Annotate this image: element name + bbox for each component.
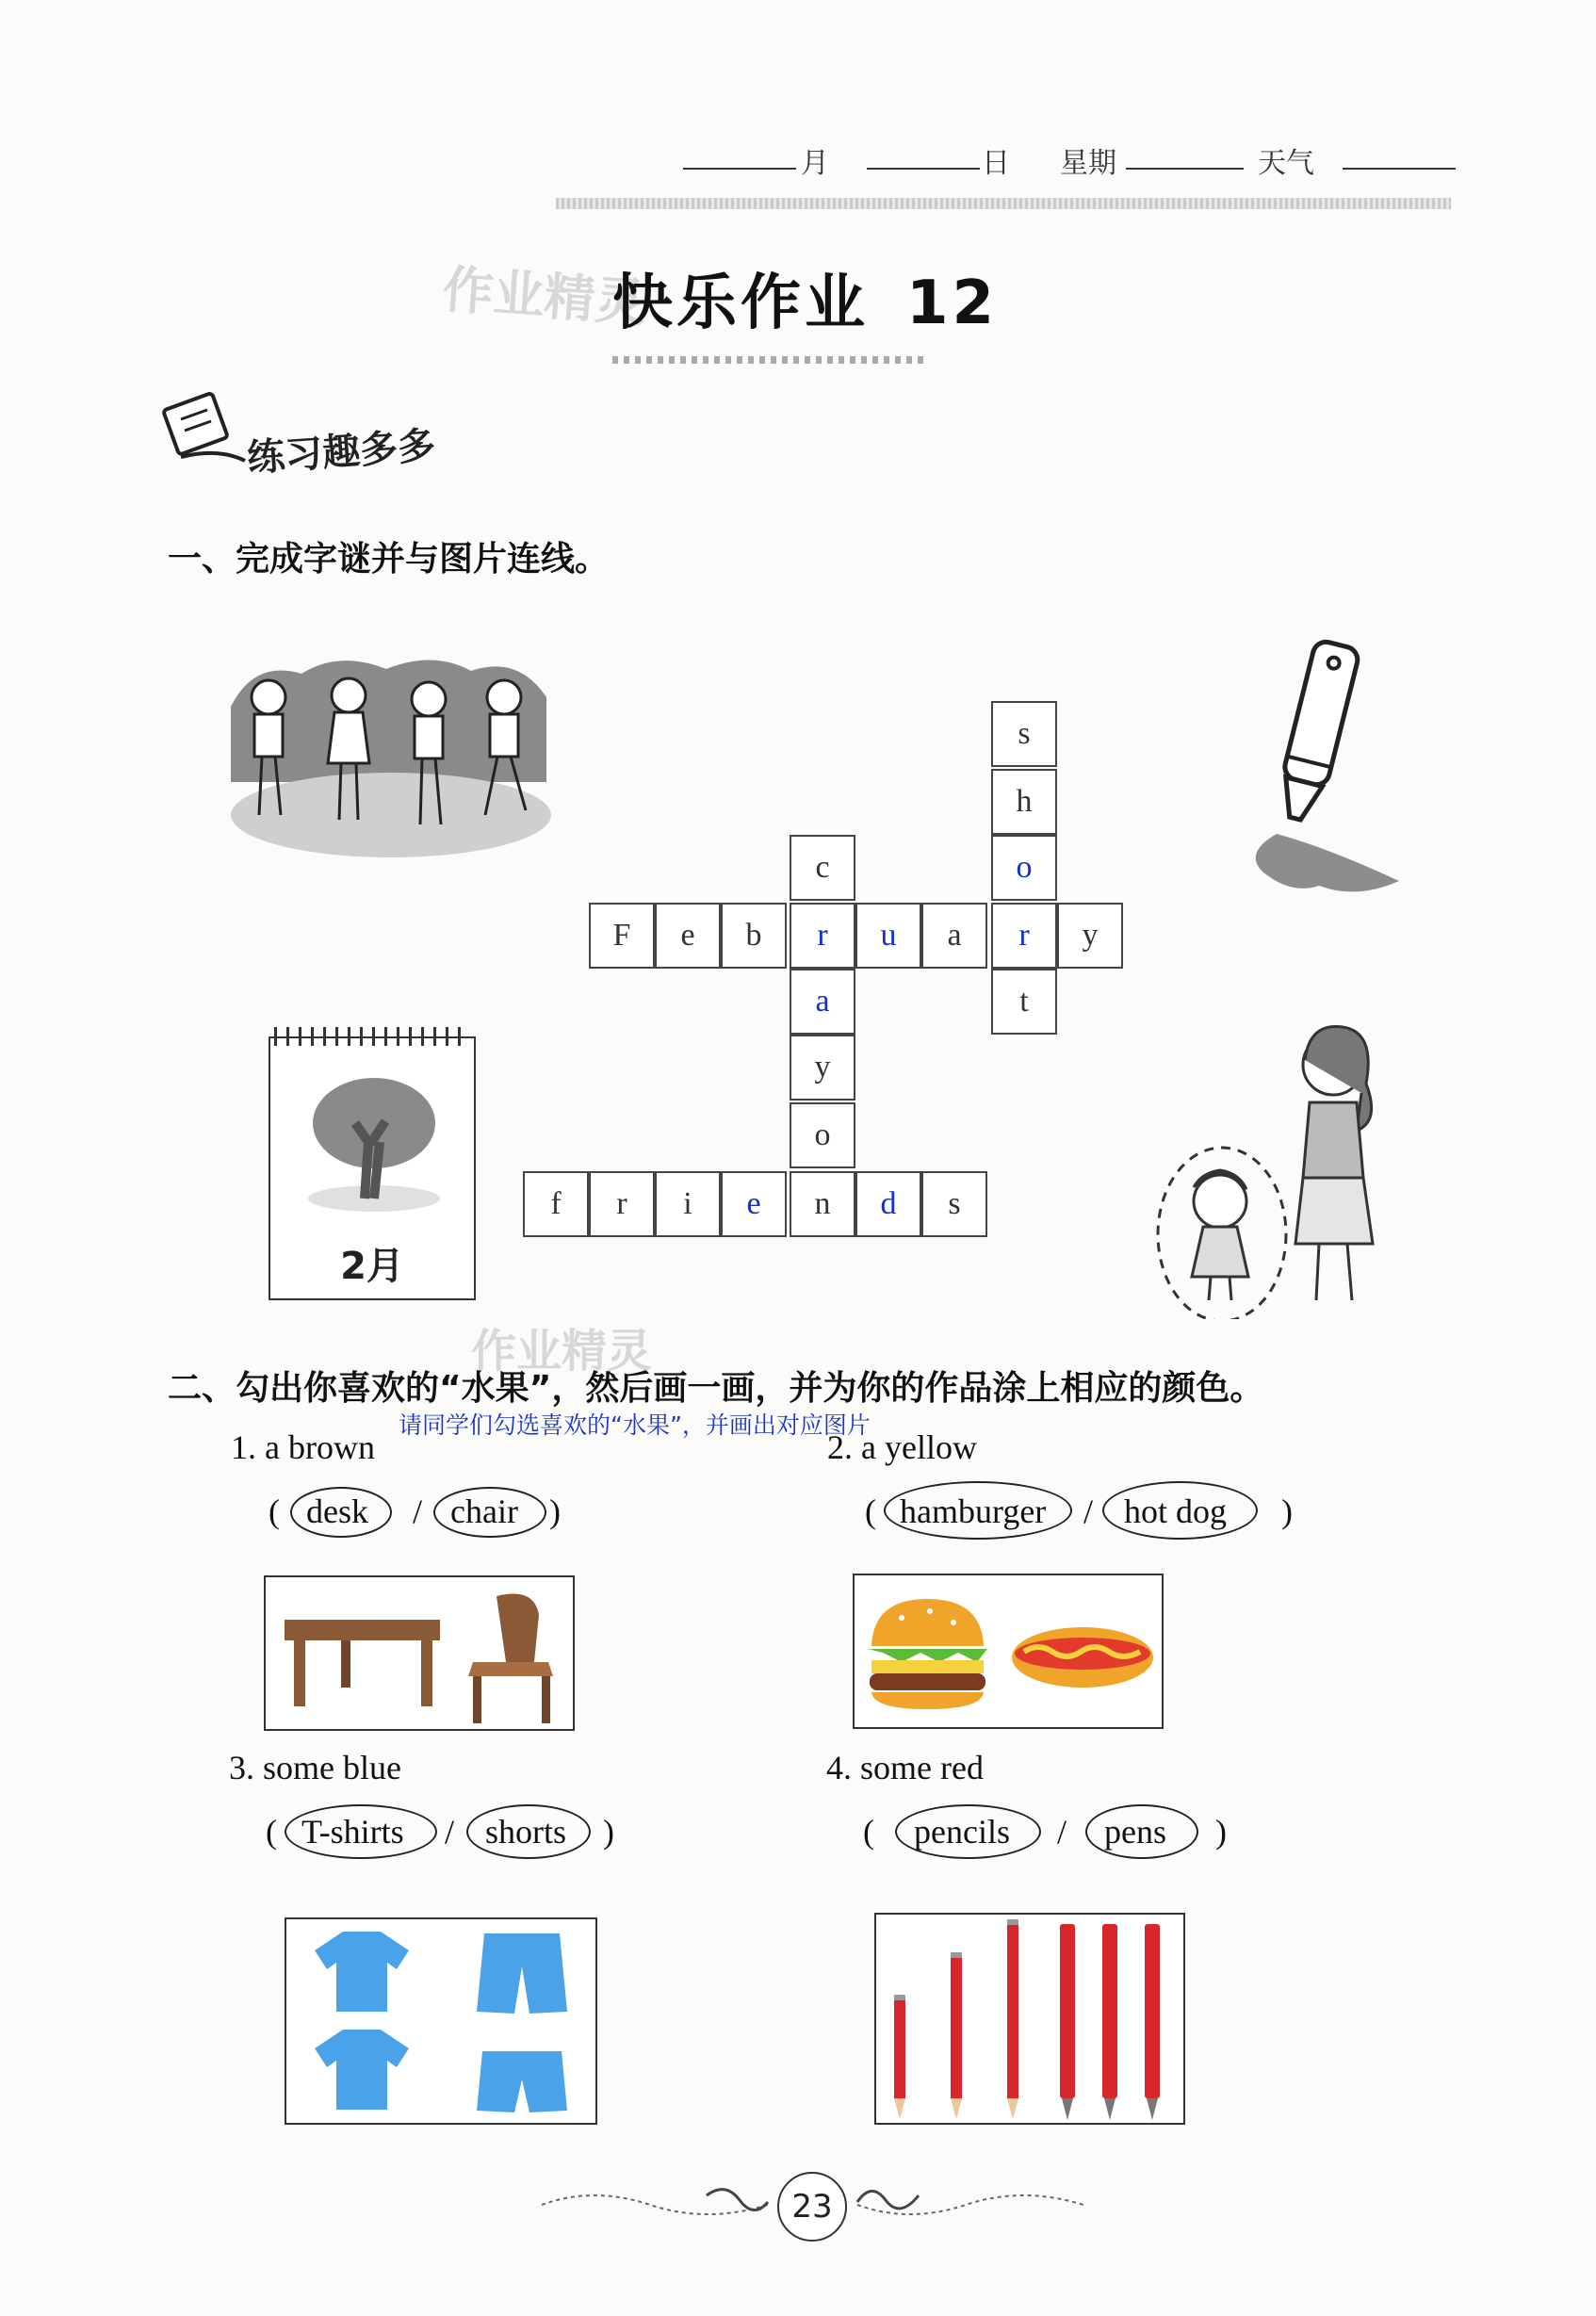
item1-prompt: 1. a brown bbox=[231, 1428, 375, 1466]
tshirts-shorts-picture bbox=[285, 1917, 597, 2125]
pencil-icon bbox=[1003, 1919, 1022, 2122]
shorts-icon bbox=[475, 2047, 569, 2117]
option-separator: / bbox=[445, 1813, 455, 1851]
pen-icon bbox=[1099, 1924, 1120, 2122]
item1-open-paren: ( bbox=[269, 1492, 280, 1530]
month-label: 月 bbox=[801, 147, 829, 180]
crossword-cell: i bbox=[655, 1171, 721, 1237]
hot-dog-icon bbox=[1010, 1618, 1156, 1693]
crossword-answer-cell[interactable]: r bbox=[991, 903, 1057, 969]
calendar-month-label: 2月 bbox=[340, 1245, 404, 1288]
pencil-icon bbox=[947, 1952, 966, 2122]
crossword-cell: y bbox=[790, 1035, 855, 1101]
crossword-cell: b bbox=[721, 903, 787, 969]
crossword-cell: F bbox=[589, 903, 655, 969]
crossword-answer-cell[interactable]: r bbox=[790, 903, 855, 969]
crossword-cell: o bbox=[790, 1102, 855, 1168]
item1-close-paren: ) bbox=[549, 1492, 561, 1530]
crossword-cell: a bbox=[921, 903, 987, 969]
tree-icon bbox=[299, 1067, 449, 1217]
month-blank[interactable] bbox=[683, 168, 796, 170]
crossword-cell: s bbox=[991, 701, 1057, 767]
item2-close-paren: ) bbox=[1281, 1492, 1293, 1530]
day-blank[interactable] bbox=[867, 168, 980, 170]
hamburger-icon bbox=[864, 1594, 991, 1712]
crossword-cell: r bbox=[589, 1171, 655, 1237]
handwritten-hint: 请同学们勾选喜欢的“水果”，并画出对应图片 bbox=[399, 1411, 871, 1439]
option-hot-dog[interactable]: hot dog bbox=[1124, 1492, 1228, 1530]
title-watermark: 作业精灵 bbox=[440, 259, 648, 334]
t-shirt-icon bbox=[310, 2025, 414, 2114]
option-separator: / bbox=[1057, 1813, 1067, 1851]
weather-label: 天气 bbox=[1258, 147, 1314, 180]
practice-label: 练习趣多多 bbox=[245, 423, 437, 481]
item3-open-paren: ( bbox=[266, 1813, 277, 1851]
footer-ornament-right bbox=[853, 2181, 1088, 2228]
crossword-cell: f bbox=[523, 1171, 589, 1237]
crossword-answer-cell[interactable]: e bbox=[721, 1171, 787, 1237]
title-underline bbox=[612, 356, 923, 364]
desk-chair-picture bbox=[264, 1575, 575, 1731]
option-hamburger[interactable]: hamburger bbox=[900, 1492, 1047, 1530]
option-shorts[interactable]: shorts bbox=[485, 1813, 567, 1851]
crossword-answer-cell[interactable]: d bbox=[855, 1171, 921, 1237]
kids-playing-picture bbox=[226, 650, 551, 857]
mother-and-daughter-picture bbox=[1154, 1018, 1409, 1319]
page-number: 23 bbox=[777, 2172, 847, 2242]
crossword-answer-cell[interactable]: a bbox=[790, 969, 855, 1035]
weather-blank[interactable] bbox=[1343, 168, 1456, 170]
section2-title: 二、勾出你喜欢的“水果”，然后画一画，并为你的作品涂上相应的颜色。 bbox=[168, 1369, 1264, 1408]
item4-close-paren: ) bbox=[1215, 1813, 1227, 1851]
crossword-cell: s bbox=[921, 1171, 987, 1237]
desk-icon bbox=[275, 1601, 445, 1714]
option-pens[interactable]: pens bbox=[1104, 1813, 1166, 1851]
crossword-cell: n bbox=[790, 1171, 855, 1237]
page-title bbox=[612, 254, 998, 341]
hamburger-hotdog-picture bbox=[853, 1574, 1164, 1729]
crossword-answer-cell[interactable]: u bbox=[855, 903, 921, 969]
section2-watermark: 作业精灵 bbox=[471, 1325, 653, 1378]
t-shirt-icon bbox=[310, 1927, 414, 2016]
item3-close-paren: ) bbox=[603, 1813, 614, 1851]
crossword-answer-cell[interactable]: o bbox=[991, 835, 1057, 901]
pencils-pens-picture bbox=[874, 1913, 1185, 2125]
option-t-shirts[interactable]: T-shirts bbox=[301, 1813, 404, 1851]
marker-pen-picture bbox=[1225, 631, 1404, 905]
item2-prompt: 2. a yellow bbox=[827, 1428, 977, 1466]
option-pencils[interactable]: pencils bbox=[914, 1813, 1010, 1851]
calendar-rings bbox=[274, 1027, 470, 1046]
crossword-cell: h bbox=[991, 769, 1057, 835]
header-divider bbox=[556, 198, 1451, 209]
crossword-cell: c bbox=[790, 835, 855, 901]
section1-title: 一、完成字谜并与图片连线。 bbox=[168, 540, 610, 579]
crossword-cell: y bbox=[1057, 903, 1123, 969]
pen-icon bbox=[1057, 1924, 1078, 2122]
item4-prompt: 4. some red bbox=[826, 1749, 984, 1786]
crossword-cell: e bbox=[655, 903, 721, 969]
pen-icon bbox=[1142, 1924, 1163, 2122]
weekday-blank[interactable] bbox=[1126, 168, 1244, 170]
item4-open-paren: ( bbox=[863, 1813, 874, 1851]
title-text: 快乐作业 bbox=[612, 269, 869, 338]
title-number: 12 bbox=[906, 269, 999, 338]
crossword-cell: t bbox=[991, 969, 1057, 1035]
chair-icon bbox=[459, 1587, 562, 1728]
shorts-icon bbox=[475, 1929, 569, 2018]
calendar-picture bbox=[269, 1036, 476, 1300]
option-chair[interactable]: chair bbox=[450, 1492, 518, 1530]
option-desk[interactable]: desk bbox=[306, 1492, 368, 1530]
option-separator: / bbox=[413, 1492, 423, 1530]
item3-prompt: 3. some blue bbox=[229, 1749, 401, 1786]
day-label: 日 bbox=[982, 147, 1010, 180]
clipboard-icon bbox=[162, 391, 247, 466]
option-separator: / bbox=[1083, 1492, 1094, 1530]
pencil-icon bbox=[890, 1995, 909, 2122]
item2-open-paren: ( bbox=[865, 1492, 876, 1530]
footer-ornament-left bbox=[537, 2181, 773, 2228]
weekday-label: 星期 bbox=[1060, 147, 1116, 180]
